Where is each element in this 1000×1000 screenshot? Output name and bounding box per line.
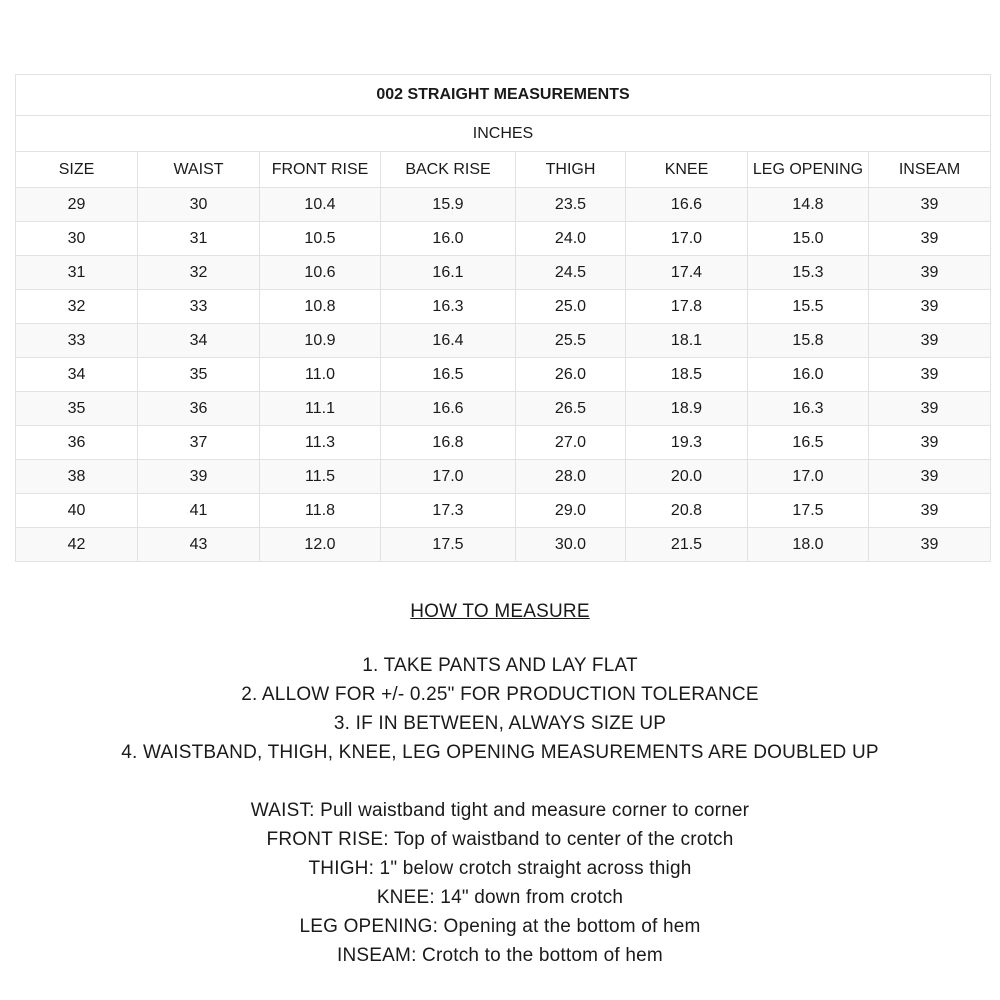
table-cell: 15.3 bbox=[748, 256, 869, 290]
column-header: THIGH bbox=[516, 152, 626, 188]
table-cell: 43 bbox=[138, 528, 260, 562]
table-cell: 17.4 bbox=[626, 256, 748, 290]
table-cell: 39 bbox=[138, 460, 260, 494]
table-cell: 35 bbox=[16, 392, 138, 426]
table-cell: 16.6 bbox=[381, 392, 516, 426]
table-cell: 29.0 bbox=[516, 494, 626, 528]
table-cell: 39 bbox=[869, 324, 991, 358]
table-cell: 37 bbox=[138, 426, 260, 460]
definition-item: LEG OPENING: Opening at the bottom of hem bbox=[299, 916, 701, 937]
table-cell: 17.5 bbox=[748, 494, 869, 528]
table-cell: 17.0 bbox=[626, 222, 748, 256]
table-row bbox=[16, 222, 991, 256]
table-cell: 39 bbox=[869, 528, 991, 562]
table-cell: 39 bbox=[869, 392, 991, 426]
table-cell: 18.5 bbox=[626, 358, 748, 392]
table-cell: 16.0 bbox=[748, 358, 869, 392]
table-cell: 15.8 bbox=[748, 324, 869, 358]
table-cell: 40 bbox=[16, 494, 138, 528]
table-cell: 39 bbox=[869, 426, 991, 460]
table-cell: 31 bbox=[16, 256, 138, 290]
table-cell: 35 bbox=[138, 358, 260, 392]
table-cell: 10.6 bbox=[260, 256, 381, 290]
column-header: KNEE bbox=[626, 152, 748, 188]
table-cell: 11.8 bbox=[260, 494, 381, 528]
table-cell: 16.3 bbox=[748, 392, 869, 426]
table-cell: 36 bbox=[16, 426, 138, 460]
table-cell: 20.8 bbox=[626, 494, 748, 528]
step-item: 3. IF IN BETWEEN, ALWAYS SIZE UP bbox=[333, 713, 667, 734]
table-cell: 12.0 bbox=[260, 528, 381, 562]
table-cell: 30.0 bbox=[516, 528, 626, 562]
table-cell: 10.8 bbox=[260, 290, 381, 324]
table-cell: 27.0 bbox=[516, 426, 626, 460]
column-header: SIZE bbox=[16, 152, 138, 188]
table-cell: 26.5 bbox=[516, 392, 626, 426]
table-cell: 18.1 bbox=[626, 324, 748, 358]
table-cell: 11.5 bbox=[260, 460, 381, 494]
table-cell: 10.5 bbox=[260, 222, 381, 256]
table-cell: 25.5 bbox=[516, 324, 626, 358]
table-cell: 36 bbox=[138, 392, 260, 426]
table-cell: 16.5 bbox=[748, 426, 869, 460]
table-cell: 42 bbox=[16, 528, 138, 562]
table-row bbox=[16, 188, 991, 222]
table-cell: 24.5 bbox=[516, 256, 626, 290]
table-cell: 15.5 bbox=[748, 290, 869, 324]
table-cell: 39 bbox=[869, 222, 991, 256]
column-header: WAIST bbox=[138, 152, 260, 188]
how-to-measure-title: HOW TO MEASURE bbox=[410, 601, 590, 622]
table-cell: 14.8 bbox=[748, 188, 869, 222]
table-cell: 33 bbox=[138, 290, 260, 324]
table-cell: 24.0 bbox=[516, 222, 626, 256]
table-cell: 30 bbox=[138, 188, 260, 222]
table-cell: 16.4 bbox=[381, 324, 516, 358]
table-cell: 29 bbox=[16, 188, 138, 222]
table-cell: 21.5 bbox=[626, 528, 748, 562]
column-header: INSEAM bbox=[869, 152, 991, 188]
table-cell: 10.4 bbox=[260, 188, 381, 222]
table-cell: 16.0 bbox=[381, 222, 516, 256]
table-row bbox=[16, 324, 991, 358]
table-cell: 39 bbox=[869, 494, 991, 528]
column-header: LEG OPENING bbox=[748, 152, 869, 188]
table-cell: 17.8 bbox=[626, 290, 748, 324]
table-cell: 17.5 bbox=[381, 528, 516, 562]
table-cell: 16.3 bbox=[381, 290, 516, 324]
table-cell: 31 bbox=[138, 222, 260, 256]
table-cell: 39 bbox=[869, 358, 991, 392]
how-to-measure-section bbox=[0, 598, 1000, 970]
table-cell: 39 bbox=[869, 256, 991, 290]
table-row bbox=[16, 494, 991, 528]
table-cell: 19.3 bbox=[626, 426, 748, 460]
table-cell: 16.5 bbox=[381, 358, 516, 392]
table-row bbox=[16, 426, 991, 460]
table-cell: 39 bbox=[869, 290, 991, 324]
definitions-list bbox=[0, 796, 1000, 970]
table-cell: 18.9 bbox=[626, 392, 748, 426]
table-row bbox=[16, 358, 991, 392]
table-cell: 23.5 bbox=[516, 188, 626, 222]
table-cell: 16.6 bbox=[626, 188, 748, 222]
table-cell: 11.0 bbox=[260, 358, 381, 392]
table-cell: 38 bbox=[16, 460, 138, 494]
table-title: 002 STRAIGHT MEASUREMENTS bbox=[16, 75, 991, 116]
table-cell: 34 bbox=[16, 358, 138, 392]
column-headers bbox=[16, 152, 991, 188]
table-row bbox=[16, 392, 991, 426]
definition-item: FRONT RISE: Top of waistband to center of the crotch bbox=[266, 829, 734, 850]
table-row bbox=[16, 460, 991, 494]
table-cell: 17.0 bbox=[748, 460, 869, 494]
column-header: BACK RISE bbox=[381, 152, 516, 188]
table-cell: 25.0 bbox=[516, 290, 626, 324]
definition-item: INSEAM: Crotch to the bottom of hem bbox=[337, 945, 663, 966]
unit-label: INCHES bbox=[16, 116, 991, 152]
measurements-table bbox=[15, 74, 991, 562]
table-cell: 32 bbox=[138, 256, 260, 290]
definition-item: THIGH: 1" below crotch straight across thigh bbox=[308, 858, 692, 879]
table-cell: 30 bbox=[16, 222, 138, 256]
step-item: 2. ALLOW FOR +/- 0.25" FOR PRODUCTION TOLERANCE bbox=[241, 684, 759, 705]
step-item: 4. WAISTBAND, THIGH, KNEE, LEG OPENING MEASUREMENTS ARE DOUBLED UP bbox=[121, 742, 879, 763]
table-cell: 15.9 bbox=[381, 188, 516, 222]
table-cell: 32 bbox=[16, 290, 138, 324]
table-cell: 11.3 bbox=[260, 426, 381, 460]
table-row bbox=[16, 256, 991, 290]
table-cell: 39 bbox=[869, 460, 991, 494]
table-row bbox=[16, 528, 991, 562]
table-cell: 10.9 bbox=[260, 324, 381, 358]
table-cell: 11.1 bbox=[260, 392, 381, 426]
table-cell: 17.0 bbox=[381, 460, 516, 494]
table-cell: 26.0 bbox=[516, 358, 626, 392]
step-item: 1. TAKE PANTS AND LAY FLAT bbox=[362, 655, 638, 676]
definition-item: KNEE: 14" down from crotch bbox=[376, 887, 624, 908]
table-cell: 15.0 bbox=[748, 222, 869, 256]
table-cell: 18.0 bbox=[748, 528, 869, 562]
table-cell: 33 bbox=[16, 324, 138, 358]
table-cell: 28.0 bbox=[516, 460, 626, 494]
table-cell: 20.0 bbox=[626, 460, 748, 494]
steps-list bbox=[0, 651, 1000, 767]
table-cell: 39 bbox=[869, 188, 991, 222]
definition-item: WAIST: Pull waistband tight and measure corner to corner bbox=[250, 800, 750, 821]
table-row bbox=[16, 290, 991, 324]
table-cell: 16.1 bbox=[381, 256, 516, 290]
table-cell: 16.8 bbox=[381, 426, 516, 460]
column-header: FRONT RISE bbox=[260, 152, 381, 188]
table-cell: 17.3 bbox=[381, 494, 516, 528]
table-cell: 34 bbox=[138, 324, 260, 358]
table-cell: 41 bbox=[138, 494, 260, 528]
